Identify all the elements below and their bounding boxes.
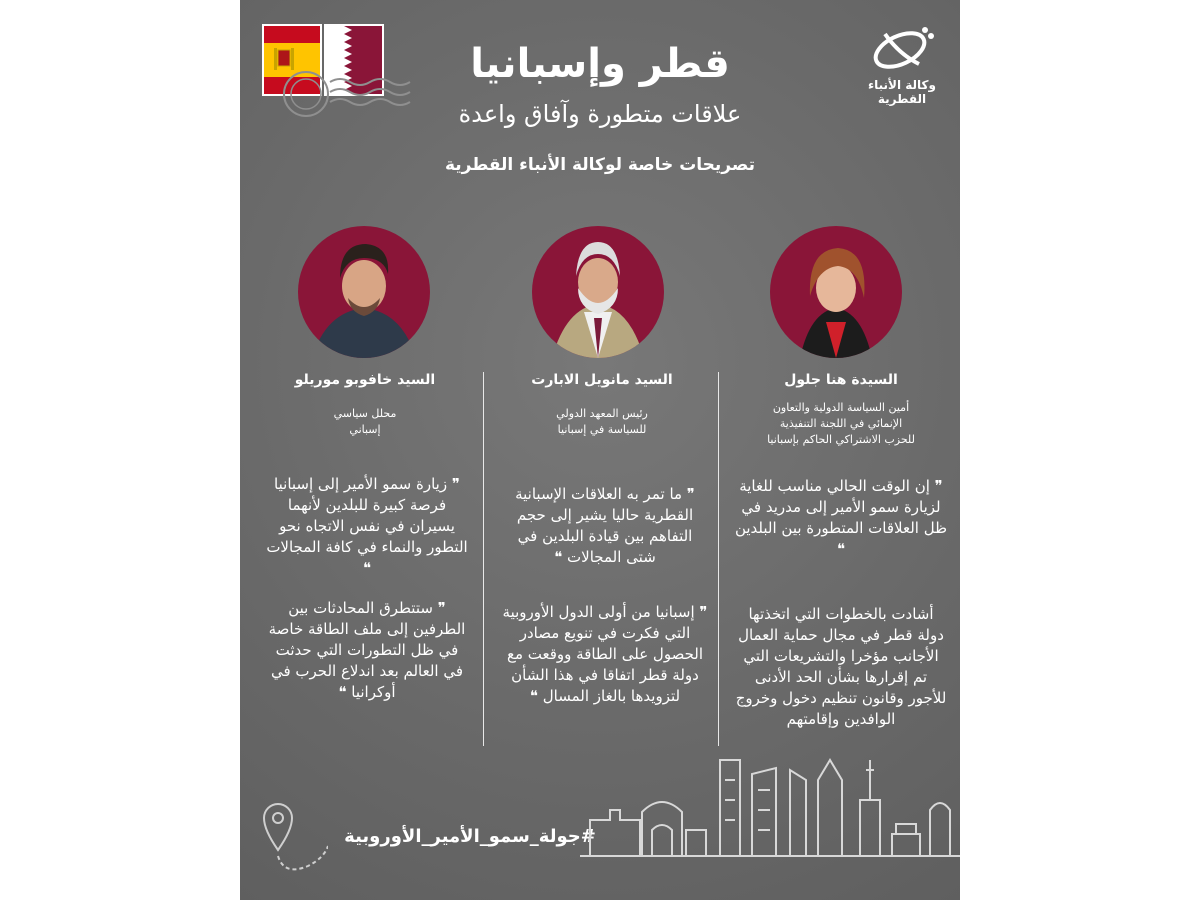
person-role <box>254 406 476 438</box>
quote-text: أشادت بالخطوات التي اتخذتها دولة قطر في مجال حماية العمال الأجانب مؤخرا والتشريعات التي تم إقرارها بشأن الحد الأدنى للأجور وقانون تنظيم دخول وخروج الوافدين وإقامتهم <box>735 605 947 728</box>
column-divider-right <box>718 372 719 746</box>
page-tagline: تصريحات خاصة لوكالة الأنباء القطرية <box>444 155 756 175</box>
quote-text: ❞ زيارة سمو الأمير إلى إسبانيا فرصة كبيرة للبلدين لأنهما يسيران في نفس الاتجاه نحو التطور والنماء في كافة المجالات ❝ <box>266 475 468 577</box>
qna-logo <box>862 22 942 112</box>
person-name: السيد مانويل الابارت <box>531 372 673 388</box>
qna-logo-icon <box>867 22 937 74</box>
person-role <box>492 406 712 438</box>
role-line: محلل سياسي <box>333 407 397 420</box>
avatar-manuel-alabart <box>532 226 664 358</box>
column-divider-left <box>483 372 484 746</box>
page-title: قطر وإسبانيا <box>470 41 730 87</box>
role-line: للحزب الاشتراكي الحاكم بإسبانيا <box>767 433 915 446</box>
avatar-javier-morillo <box>298 226 430 358</box>
role-line: رئيس المعهد الدولي <box>556 407 648 420</box>
role-line: أمين السياسة الدولية والتعاون <box>772 401 910 414</box>
person-name: السيد خافوبو موريلو <box>294 372 436 388</box>
quote-text: ❞ إن الوقت الحالي مناسب للغاية لزيارة سمو الأمير إلى مدريد في ظل العلاقات المتطورة بين البلدين ❝ <box>734 477 948 558</box>
person-name: السيدة هنا جلول <box>784 372 898 388</box>
avatar-hana-jalloul <box>770 226 902 358</box>
hashtag: #جولة_سمو_الأمير_الأوروبية <box>344 826 596 847</box>
postmark-lines <box>280 60 420 130</box>
quote-text: ❞ إسبانيا من أولى الدول الأوروبية التي فكرت في تنويع مصادر الحصول على الطاقة ووقعت مع دولة قطر اتفاقا في هذا الشأن لتزويدها بالغاز المسال ❝ <box>502 603 708 705</box>
infographic-poster <box>240 0 960 900</box>
location-pin-icon <box>258 800 328 880</box>
logo-line2: القطرية <box>877 92 927 106</box>
quote-text: ❞ ما تمر به العلاقات الإسبانية القطرية حاليا يشير إلى حجم التفاهم بين قيادة البلدين في شتى المجالات ❝ <box>515 485 695 566</box>
page-subtitle: علاقات متطورة وآفاق واعدة <box>458 100 742 128</box>
role-line: للسياسة في إسبانيا <box>557 423 647 436</box>
logo-line1: وكالة الأنباء <box>868 78 936 92</box>
madrid-skyline-icon <box>580 740 960 870</box>
person-role <box>734 400 948 448</box>
role-line: الإنمائي في اللجنة التنفيذية <box>779 417 903 430</box>
role-line: إسباني <box>349 423 381 436</box>
quote-text: ❞ ستتطرق المحادثات بين الطرفين إلى ملف الطاقة خاصة في ظل التطورات التي حدثت في العالم بعد اندلاع الحرب في أوكرانيا ❝ <box>268 599 466 701</box>
